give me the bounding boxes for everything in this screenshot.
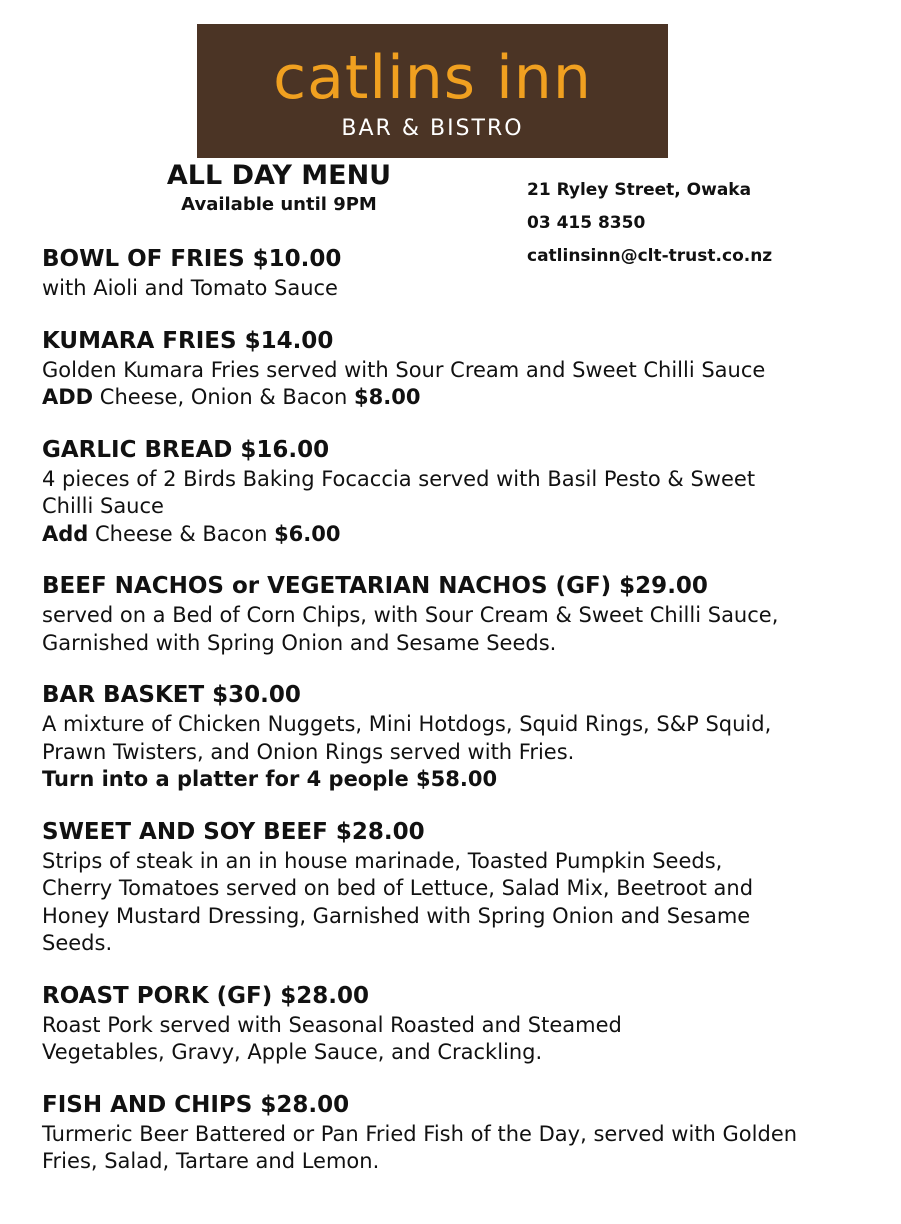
menu-items [42,244,872,1199]
menu-item-description: Vegetables, Gravy, Apple Sauce, and Crackling. [42,1040,543,1064]
menu-item-title: BAR BASKET $30.00 [42,682,301,708]
menu-item [42,680,872,794]
menu-item-description: A mixture of Chicken Nuggets, Mini Hotdogs, Squid Rings, S&P Squid, [42,712,772,736]
menu-item [42,981,872,1067]
logo [197,24,668,158]
menu-item [42,326,872,412]
menu-item-description: 4 pieces of 2 Birds Baking Focaccia served with Basil Pesto & Sweet [42,466,756,491]
menu-item-description: Strips of steak in an in house marinade, Toasted Pumpkin Seeds, [42,848,723,873]
logo-subtitle: BAR & BISTRO [341,116,524,141]
menu-item-description: Honey Mustard Dressing, Garnished with Spring Onion and Sesame [42,903,751,928]
menu-item-title: BOWL OF FRIES $10.00 [42,246,342,272]
menu-item-description: Cherry Tomatoes served on bed of Lettuce, Salad Mix, Beetroot and [42,876,754,900]
addon-price: $8.00 [354,385,421,409]
addon-label: Add [42,521,89,546]
menu-item-description: Roast Pork served with Seasonal Roasted and Steamed [42,1012,622,1037]
menu-item-description: Prawn Twisters, and Onion Rings served with Fries. [42,739,575,764]
menu-item [42,244,872,303]
menu-item-title: KUMARA FRIES $14.00 [42,327,334,354]
menu-item-description: Chilli Sauce [42,494,164,518]
logo-name: catlins inn [273,43,592,113]
menu-item-title: BEEF NACHOS or VEGETARIAN NACHOS (GF) $29.00 [42,573,708,599]
menu-item-title: GARLIC BREAD $16.00 [42,436,330,463]
menu-item [42,571,872,657]
menu-item [42,817,872,958]
menu-item-description: Seeds. [42,931,113,955]
menu-item-description: Turmeric Beer Battered or Pan Fried Fish of the Day, served with Golden [42,1121,798,1146]
contact-phone: 03 415 8350 [527,213,646,233]
menu-item [42,435,872,549]
menu-item-description: Fries, Salad, Tartare and Lemon. [42,1149,380,1173]
menu-item [42,1090,872,1176]
addon-text: Cheese, Onion & Bacon [93,385,355,409]
addon-label: ADD [42,385,94,409]
menu-item-title: FISH AND CHIPS $28.00 [42,1091,350,1118]
menu-item-extra: Turn into a platter for 4 people $58.00 [42,767,498,791]
menu-subtitle: Available until 9PM [181,194,377,215]
addon-price: $6.00 [274,521,341,546]
menu-title: ALL DAY MENU [166,160,392,191]
menu-item-description: Golden Kumara Fries served with Sour Cream and Sweet Chilli Sauce [42,357,766,382]
menu-item-addon [42,521,872,549]
menu-item-description: Garnished with Spring Onion and Sesame Seeds. [42,630,557,655]
menu-item-title: ROAST PORK (GF) $28.00 [42,982,370,1009]
addon-text: Cheese & Bacon [88,521,275,546]
contact-address: 21 Ryley Street, Owaka [527,180,752,200]
contact-email: catlinsinn@clt-trust.co.nz [527,246,773,266]
menu-item-description: served on a Bed of Corn Chips, with Sour Cream & Sweet Chilli Sauce, [42,603,779,627]
menu-item-description: with Aioli and Tomato Sauce [42,276,338,300]
menu-item-title: SWEET AND SOY BEEF $28.00 [42,818,425,845]
menu-item-addon [42,384,872,412]
